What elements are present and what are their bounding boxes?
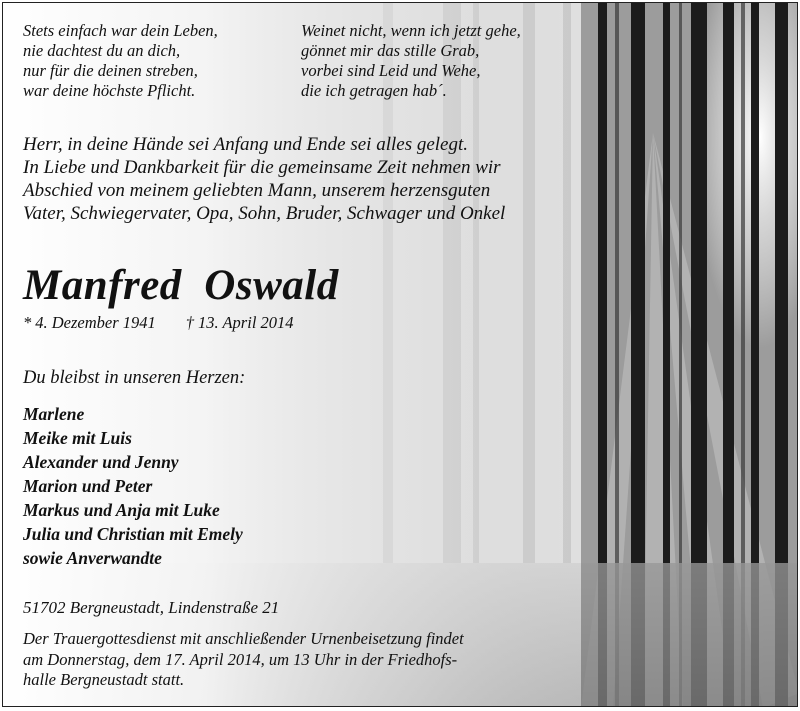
poem-line: vorbei sind Leid und Wehe, xyxy=(301,61,481,80)
poem-line: war deine höchste Pflicht. xyxy=(23,81,196,100)
mourner-entry: Julia und Christian mit Emely xyxy=(23,524,243,544)
remembrance-line: Du bleibst in unseren Herzen: xyxy=(23,368,246,388)
poem-right-stanza xyxy=(301,21,521,101)
mourner-entry: Marion und Peter xyxy=(23,476,153,496)
intro-line: Vater, Schwiegervater, Opa, Sohn, Bruder, Schwager und Onkel xyxy=(23,203,506,224)
death-date: 13. April 2014 xyxy=(198,313,294,332)
birth-date: 4. Dezember 1941 xyxy=(35,313,156,332)
poem-left-stanza xyxy=(23,21,218,101)
poem-line: Weinet nicht, wenn ich jetzt gehe, xyxy=(301,21,521,40)
poem-line: die ich getragen hab´. xyxy=(301,81,447,100)
birth-star-icon: * xyxy=(23,313,32,332)
mourner-entry: Marlene xyxy=(23,404,85,424)
notice-line: halle Bergneustadt statt. xyxy=(23,670,185,689)
poem-line: gönnet mir das stille Grab, xyxy=(301,41,480,60)
life-dates xyxy=(23,313,298,333)
mourner-entry: sowie Anverwandte xyxy=(23,548,162,568)
obituary-card xyxy=(2,2,798,707)
intro-text xyxy=(23,133,505,225)
notice-line: Der Trauergottesdienst mit anschließender Urnenbeisetzung findet xyxy=(23,629,464,648)
poem-line: nie dachtest du an dich, xyxy=(23,41,181,60)
intro-line: Herr, in deine Hände sei Anfang und Ende sei alles gelegt. xyxy=(23,134,469,155)
deceased-name: Manfred Oswald xyxy=(23,262,339,309)
intro-line: In Liebe und Dankbarkeit für die gemeinsame Zeit nehmen wir xyxy=(23,157,501,178)
mourner-entry: Markus und Anja mit Luke xyxy=(23,500,220,520)
mourners-list xyxy=(23,402,243,570)
notice-line: am Donnerstag, dem 17. April 2014, um 13 Uhr in der Friedhofs- xyxy=(23,649,458,669)
mourner-entry: Alexander und Jenny xyxy=(23,452,179,472)
poem-line: Stets einfach war dein Leben, xyxy=(23,21,218,40)
death-cross-icon: † xyxy=(185,313,195,332)
poem-line: nur für die deinen streben, xyxy=(23,61,198,80)
intro-line: Abschied von meinem geliebten Mann, unserem herzensguten xyxy=(23,180,491,201)
funeral-notice xyxy=(23,629,464,691)
family-address: 51702 Bergneustadt, Lindenstraße 21 xyxy=(23,598,280,617)
mourner-entry: Meike mit Luis xyxy=(23,428,132,448)
